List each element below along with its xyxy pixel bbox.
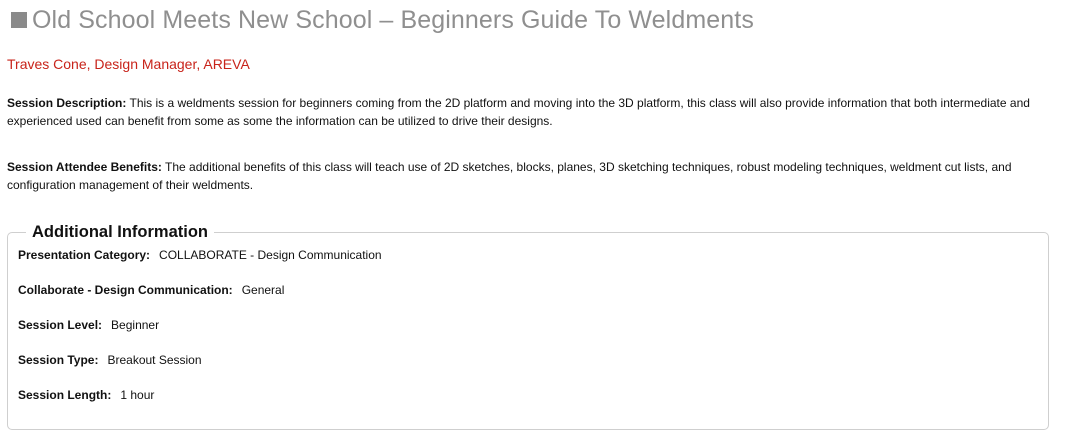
info-row-session-length bbox=[18, 386, 1038, 421]
info-key: Collaborate - Design Communication: bbox=[18, 283, 233, 297]
additional-information-heading: Additional Information bbox=[32, 223, 208, 241]
info-key: Session Type: bbox=[18, 353, 99, 367]
session-description-text: This is a weldments session for beginners coming from the 2D platform and moving into the 3D platform, this class will also provide information that both intermediate and experienced used can benefit from some as some the information can be utilized to drive their designs. bbox=[7, 96, 1030, 128]
info-value: General bbox=[241, 283, 285, 297]
session-benefits-text: The additional benefits of this class will teach use of 2D sketches, blocks, planes, 3D sketching techniques, robust modeling techniques, weldment cut lists, and configuration management of their weldments. bbox=[7, 160, 1012, 192]
page-title: Old School Meets New School – Beginners Guide To Weldments bbox=[32, 5, 754, 34]
session-benefits-label: Session Attendee Benefits: bbox=[7, 160, 162, 174]
square-bullet-icon bbox=[11, 12, 27, 28]
info-value: COLLABORATE - Design Communication bbox=[159, 248, 382, 262]
additional-information-panel bbox=[7, 223, 1049, 430]
session-benefits bbox=[7, 158, 1059, 194]
info-key: Session Length: bbox=[18, 388, 112, 402]
title-row bbox=[7, 5, 1059, 35]
session-description-label: Session Description: bbox=[7, 96, 127, 110]
info-key: Presentation Category: bbox=[18, 248, 151, 262]
info-row-session-type bbox=[18, 351, 1038, 386]
info-value: Breakout Session bbox=[107, 353, 202, 367]
session-page bbox=[0, 5, 1066, 440]
session-description bbox=[7, 94, 1059, 130]
info-row-session-level bbox=[18, 316, 1038, 351]
info-value: 1 hour bbox=[120, 388, 155, 402]
speaker-name: Traves Cone, Design Manager, AREVA bbox=[7, 56, 250, 72]
info-key: Session Level: bbox=[18, 318, 103, 332]
info-value: Beginner bbox=[111, 318, 160, 332]
info-row-collaborate-design-communication bbox=[18, 281, 1038, 316]
info-row-presentation-category bbox=[18, 246, 1038, 281]
